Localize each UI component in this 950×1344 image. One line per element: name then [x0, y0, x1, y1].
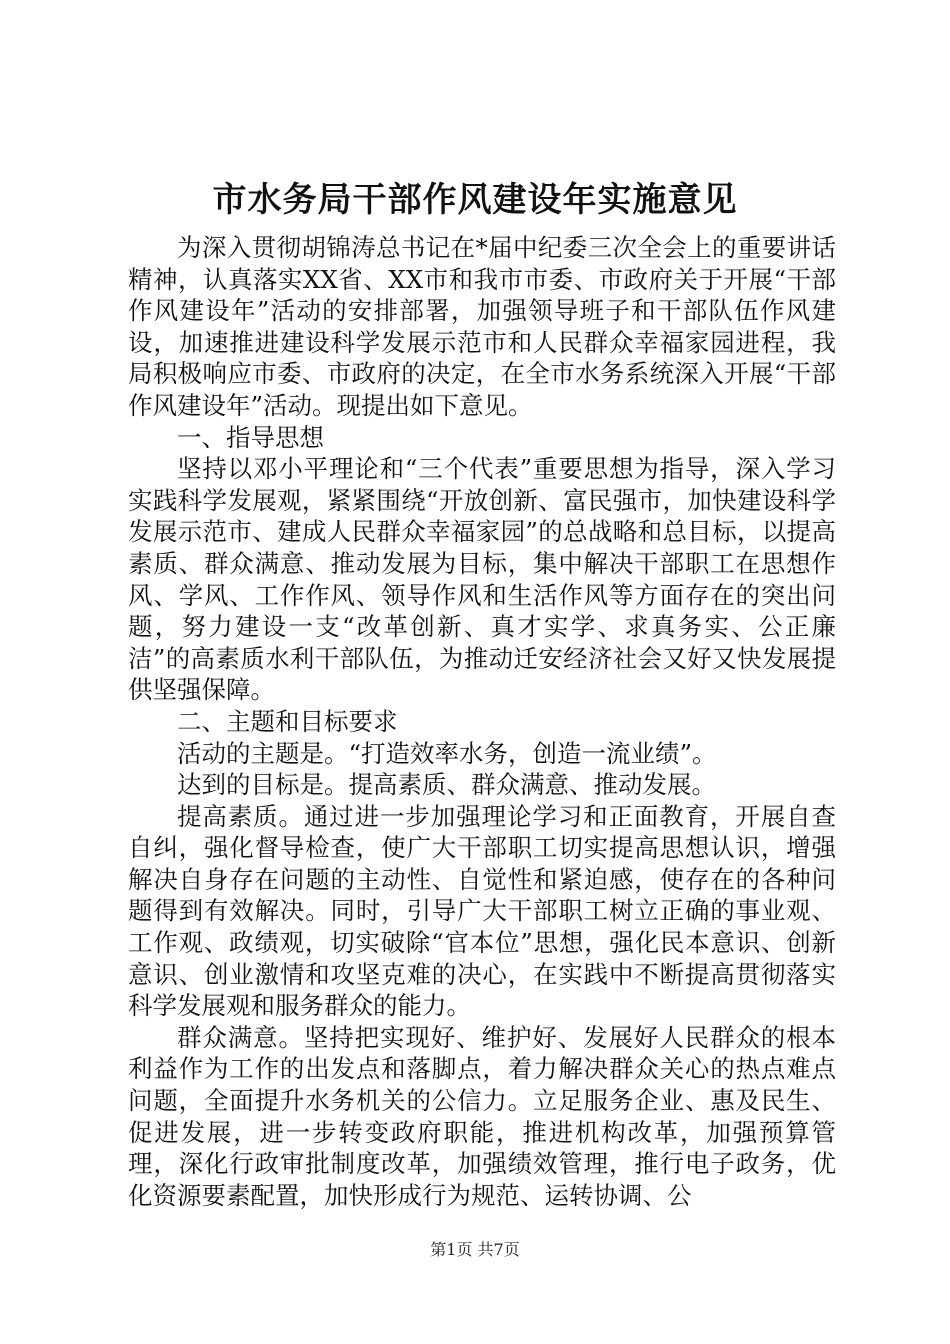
paragraph-public-satisfaction: 群众满意。坚持把实现好、维护好、发展好人民群众的根本利益作为工作的出发点和落脚点，着力解决群众关心的热点难点问题，全面提升水务机关的公信力。立足服务企业、惠及民生、促进发展，进一步转变政府职能，推进机构改革，加强预算管理，深化行政审批制度改革，加强绩效管理，推行电子政务，优化资源要素配置，加快形成行为规范、运转协调、公 [128, 1022, 836, 1210]
paragraph-intro: 为深入贯彻胡锦涛总书记在*届中纪委三次全会上的重要讲话精神，认真落实XX省、XX市和我市市委、市政府关于开展“干部作风建设年”活动的安排部署，加强领导班子和干部队伍作风建设，加速推进建设科学发展示范市和人民群众幸福家园进程，我局积极响应市委、市政府的决定，在全市水务系统深入开展“干部作风建设年”活动。现提出如下意见。 [128, 233, 836, 420]
paragraph-goal: 达到的目标是。提高素质、群众满意、推动发展。 [177, 770, 716, 800]
paragraph-theme: 活动的主题是。“打造效率水务，创造一流业绩”。 [177, 738, 717, 768]
section-heading-guiding-thought: 一、指导思想 [177, 422, 324, 452]
document-title: 市水务局干部作风建设年实施意见 [212, 180, 738, 220]
paragraph-guiding-thought: 坚持以邓小平理论和“三个代表”重要思想为指导，深入学习实践科学发展观，紧紧围绕“开放创新、富民强市，加快建设科学发展示范市、建成人民群众幸福家园”的总战略和总目标，以提高素质、群众满意、推动发展为目标，集中解决干部职工在思想作风、学风、工作作风、领导作风和生活作风等方面存在的突出问题，努力建设一支“改革创新、真才实学、求真务实、公正廉洁”的高素质水利干部队伍，为推动迁安经济社会又好又快发展提供坚强保障。 [128, 454, 836, 705]
paragraph-improve-quality: 提高素质。通过进一步加强理论学习和正面教育，开展自查自纠，强化督导检查，使广大干部职工切实提高思想认识，增强解决自身存在问题的主动性、自觉性和紧迫感，使存在的各种问题得到有效解决。同时，引导广大干部职工树立正确的事业观、工作观、政绩观，切实破除“官本位”思想，强化民本意识、创新意识、创业激情和攻坚克难的决心，在实践中不断提高贯彻落实科学发展观和服务群众的能力。 [128, 801, 836, 1021]
page-number-footer: 第1页 共7页 [430, 1240, 520, 1259]
section-heading-theme-goals: 二、主题和目标要求 [177, 706, 398, 736]
document-body [128, 232, 836, 1211]
